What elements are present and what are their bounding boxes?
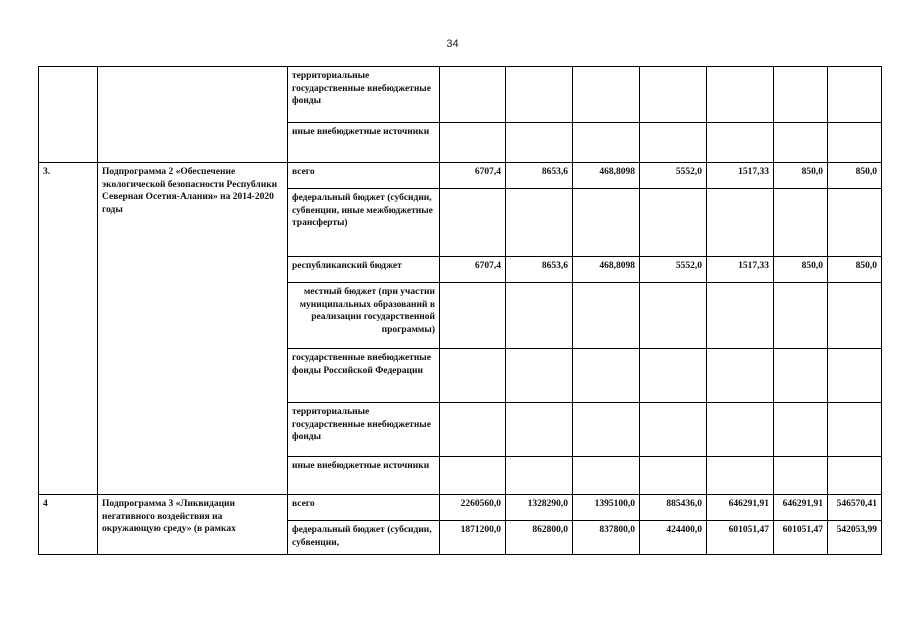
program-name-cell (98, 67, 288, 163)
amount-cell: 2260560,0 (440, 495, 506, 521)
funding-source-cell: государственные внебюджетные фонды Российской Федерации (288, 349, 440, 403)
amount-cell (573, 67, 640, 123)
amount-cell (774, 67, 828, 123)
funding-source-cell: иные внебюджетные источники (288, 457, 440, 495)
amount-cell (573, 123, 640, 163)
amount-cell (774, 457, 828, 495)
amount-cell: 468,8098 (573, 163, 640, 189)
amount-cell (640, 189, 707, 257)
amount-cell (506, 67, 573, 123)
amount-cell: 6707,4 (440, 163, 506, 189)
amount-cell (828, 457, 882, 495)
amount-cell: 5552,0 (640, 163, 707, 189)
amount-cell (573, 189, 640, 257)
amount-cell: 885436,0 (640, 495, 707, 521)
amount-cell (828, 283, 882, 349)
amount-cell (707, 283, 774, 349)
funding-source-cell: иные внебюджетные источники (288, 123, 440, 163)
amount-cell (828, 123, 882, 163)
amount-cell: 601051,47 (774, 521, 828, 555)
amount-cell (707, 403, 774, 457)
amount-cell: 546570,41 (828, 495, 882, 521)
table-row (39, 163, 882, 189)
amount-cell (573, 403, 640, 457)
row-index-cell (39, 67, 98, 163)
funding-source-cell: всего (288, 495, 440, 521)
amount-cell: 1395100,0 (573, 495, 640, 521)
amount-cell (640, 283, 707, 349)
page-number: 34 (446, 38, 459, 50)
amount-cell (774, 189, 828, 257)
funding-source-cell: территориальные государственные внебюджетные фонды (288, 67, 440, 123)
amount-cell (707, 189, 774, 257)
amount-cell (640, 67, 707, 123)
amount-cell: 542053,99 (828, 521, 882, 555)
amount-cell (573, 349, 640, 403)
amount-cell (774, 123, 828, 163)
funding-source-cell: республиканский бюджет (288, 257, 440, 283)
amount-cell (707, 67, 774, 123)
amount-cell (828, 189, 882, 257)
amount-cell (440, 67, 506, 123)
funding-source-cell: федеральный бюджет (субсидии, субвенции, иные межбюджетные трансферты) (288, 189, 440, 257)
amount-cell: 8653,6 (506, 257, 573, 283)
amount-cell (440, 457, 506, 495)
funding-source-cell: территориальные государственные внебюджетные фонды (288, 403, 440, 457)
amount-cell: 1871200,0 (440, 521, 506, 555)
amount-cell: 5552,0 (640, 257, 707, 283)
program-name-cell: Подпрограмма 2 «Обеспечение экологической безопасности Республики Северная Осетия-Алания» на 2014-2020 годы (98, 163, 288, 495)
amount-cell: 1517,33 (707, 257, 774, 283)
amount-cell (640, 123, 707, 163)
amount-cell (774, 283, 828, 349)
amount-cell (573, 457, 640, 495)
amount-cell: 850,0 (774, 163, 828, 189)
amount-cell (440, 123, 506, 163)
amount-cell (640, 457, 707, 495)
amount-cell: 862800,0 (506, 521, 573, 555)
amount-cell (828, 403, 882, 457)
row-index-cell: 4 (39, 495, 98, 555)
amount-cell: 850,0 (828, 257, 882, 283)
amount-cell (573, 283, 640, 349)
amount-cell (774, 403, 828, 457)
amount-cell: 424400,0 (640, 521, 707, 555)
table-row (39, 495, 882, 521)
amount-cell: 601051,47 (707, 521, 774, 555)
amount-cell: 468,8098 (573, 257, 640, 283)
table-row (39, 67, 882, 123)
amount-cell (707, 123, 774, 163)
amount-cell (640, 403, 707, 457)
amount-cell (506, 283, 573, 349)
funding-source-cell: всего (288, 163, 440, 189)
amount-cell: 646291,91 (707, 495, 774, 521)
funding-source-cell: местный бюджет (при участии муниципальных образований в реализации государственной программы) (288, 283, 440, 349)
amount-cell (774, 349, 828, 403)
amount-cell (506, 123, 573, 163)
amount-cell: 837800,0 (573, 521, 640, 555)
amount-cell (506, 457, 573, 495)
amount-cell (440, 403, 506, 457)
amount-cell: 850,0 (774, 257, 828, 283)
amount-cell (707, 457, 774, 495)
amount-cell (828, 349, 882, 403)
amount-cell (440, 189, 506, 257)
amount-cell (440, 349, 506, 403)
funding-source-cell: федеральный бюджет (субсидии, субвенции, (288, 521, 440, 555)
amount-cell: 1517,33 (707, 163, 774, 189)
budget-table (38, 66, 882, 555)
amount-cell (707, 349, 774, 403)
amount-cell: 8653,6 (506, 163, 573, 189)
amount-cell (506, 189, 573, 257)
amount-cell: 1328290,0 (506, 495, 573, 521)
row-index-cell: 3. (39, 163, 98, 495)
amount-cell (440, 283, 506, 349)
amount-cell (506, 349, 573, 403)
amount-cell (640, 349, 707, 403)
amount-cell (506, 403, 573, 457)
amount-cell (828, 67, 882, 123)
program-name-cell: Подпрограмма 3 «Ликвидации негативного воздействия на окружающую среду» (в рамках (98, 495, 288, 555)
amount-cell: 850,0 (828, 163, 882, 189)
amount-cell: 646291,91 (774, 495, 828, 521)
amount-cell: 6707,4 (440, 257, 506, 283)
